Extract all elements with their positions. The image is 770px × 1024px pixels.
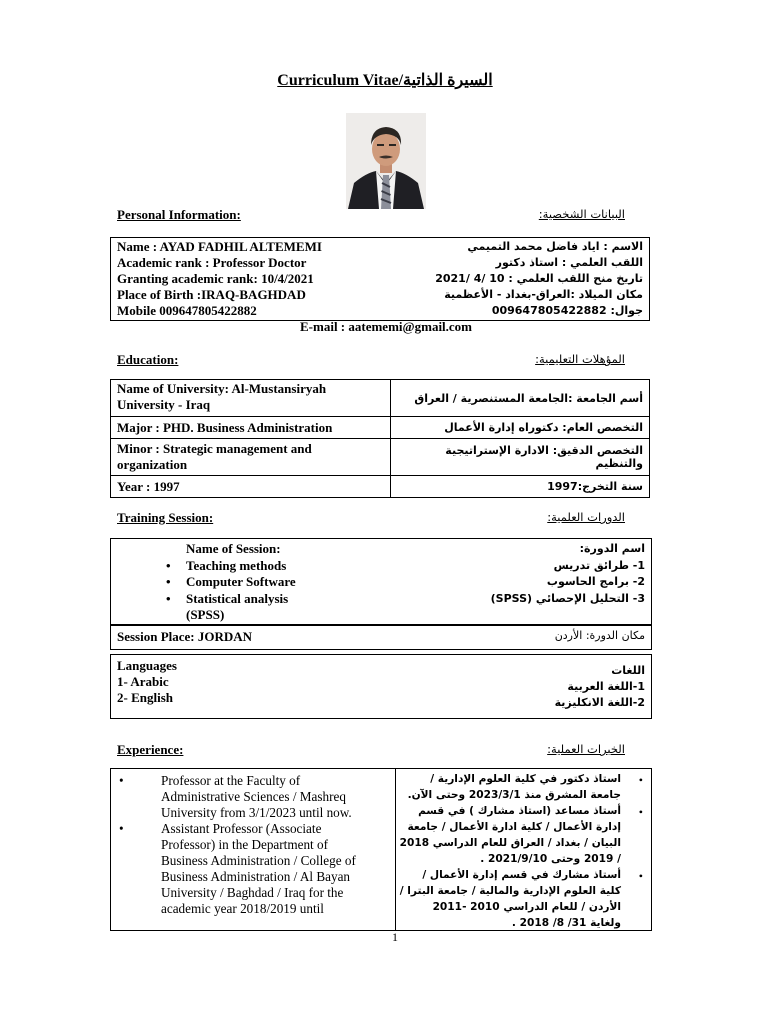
page-title: Curriculum Vitae/السيرة الذاتية (277, 72, 493, 89)
session-name-label: Name of Session: (186, 541, 281, 556)
list-item: • Statistical analysis (SPSS) (166, 590, 289, 622)
list-item: 1-اللغة العربية (567, 680, 645, 693)
experience-ar-column (396, 769, 651, 930)
profile-photo (346, 113, 426, 209)
birth-place-field-ar: مكان الميلاد :العراق-بغداد - الأعظمية (444, 288, 643, 301)
table-row (111, 439, 650, 476)
list-item: • Computer Software (166, 574, 296, 589)
list-item: 2- برامج الحاسوب (546, 575, 645, 588)
table-row (111, 476, 650, 498)
personal-info-ar (435, 239, 643, 319)
list-item: 1- Arabic (117, 674, 169, 689)
birth-place-field: Place of Birth :IRAQ-BAGHDAD (117, 287, 306, 302)
mobile-field-ar: جوال: 009647805422882 (491, 304, 643, 317)
name-field-ar: الاسم : اياد فاضل محمد التميمي (467, 240, 643, 253)
minor-cell: Minor : Strategic management and organization (111, 439, 391, 476)
academic-rank-field-ar: اللقب العلمي : استاذ دكتور (495, 256, 643, 269)
experience-heading-ar: الخبرات العملية: (547, 742, 625, 756)
list-item: أستاذ مشارك في قسم إدارة الأعمال / كلية العلوم الإدارية والمالية / جامعة البترا / الأردن / للعام الدراسي 2010 -2011 ولغاية 31/ 8/ 2018 . (399, 869, 621, 929)
experience-en-column (111, 769, 396, 930)
training-heading-ar: الدورات العلمية: (547, 510, 625, 524)
list-item: 1- طرائق تدريس (553, 558, 645, 572)
list-item: 2- English (117, 690, 173, 705)
academic-rank-field: Academic rank : Professor Doctor (117, 255, 307, 270)
page-number: 1 (392, 930, 398, 944)
personal-heading-ar: البيانات الشخصية: (538, 207, 625, 221)
session-place: Session Place: JORDAN (117, 629, 253, 644)
name-field: Name : AYAD FADHIL ALTEMEMI (117, 239, 322, 254)
languages-label-ar: اللغات (611, 664, 645, 677)
bullet-icon: • (638, 805, 643, 819)
year-cell: Year : 1997 (111, 476, 391, 498)
granting-date-field: Granting academic rank: 10/4/2021 (117, 271, 314, 286)
mobile-field: Mobile 009647805422882 (117, 303, 257, 318)
personal-info-en (117, 239, 322, 319)
table-row (111, 417, 650, 439)
list-item: 3- التحليل الإحصائي (SPSS) (490, 591, 645, 605)
major-cell: Major : PHD. Business Administration (111, 417, 391, 439)
list-item: • Professor at the Faculty of Administrative Sciences / Mashreq University from 3/1/2023 until now. (119, 773, 352, 820)
session-place-box (110, 624, 652, 650)
education-table (110, 379, 650, 498)
university-cell-ar: أسم الجامعة :الجامعة المستنصرية / العراق (391, 380, 650, 417)
experience-box (110, 768, 652, 931)
languages-box (110, 654, 652, 719)
education-heading-ar: المؤهلات التعليمية: (535, 352, 625, 366)
training-heading-en: Training Session: (117, 510, 214, 525)
session-list-en (166, 541, 326, 624)
languages-en (117, 658, 177, 706)
training-sessions-box (110, 538, 652, 626)
list-item: 2-اللغة الانكليزية (554, 696, 645, 709)
bullet-icon: • (638, 869, 643, 883)
experience-heading-en: Experience: (117, 742, 184, 757)
personal-heading-en: Personal Information: (117, 207, 241, 222)
languages-ar (555, 663, 645, 711)
bullet-icon: • (638, 773, 643, 787)
education-heading-en: Education: (117, 352, 179, 367)
languages-label: Languages (117, 658, 177, 673)
session-place-ar: مكان الدورة: الأردن (554, 629, 645, 642)
university-cell: Name of University: Al-Mustansiryah University - Iraq (111, 380, 391, 417)
list-item: • Teaching methods (166, 557, 287, 573)
list-item: استاذ دكتور في كلية العلوم الإدارية / جامعة المشرق منذ 2023/3/1 وحتى الآن. (407, 773, 621, 801)
granting-date-field-ar: تاريخ منح اللقب العلمي : 10 /4 /2021 (435, 272, 643, 285)
list-item: أستاذ مساعد (استاذ مشارك ) في قسم إدارة الأعمال / كلية ادارة الأعمال / جامعة البيان / بغداد / العراق للعام الدراسي 2018 / 2019 وحتى 2021/9/10 . (399, 805, 621, 865)
year-cell-ar: سنة التخرج:1997 (391, 476, 650, 498)
session-list-ar (491, 541, 645, 607)
list-item: • Assistant Professor (Associate Professor) in the Department of Business Administration / College of Business Administration / Al Bayan University / Baghdad / Iraq for the academic year 2018/2019 until (119, 821, 356, 916)
minor-cell-ar: التخصص الدقيق: الادارة الإستراتيجية والتنظيم (391, 439, 650, 476)
personal-info-box (110, 237, 650, 321)
email-field: E-mail : aatememi@gmail.com (300, 319, 473, 334)
session-name-label-ar: اسم الدورة: (579, 542, 645, 555)
table-row (111, 380, 650, 417)
major-cell-ar: التخصص العام: دكتوراه إدارة الأعمال (391, 417, 650, 439)
